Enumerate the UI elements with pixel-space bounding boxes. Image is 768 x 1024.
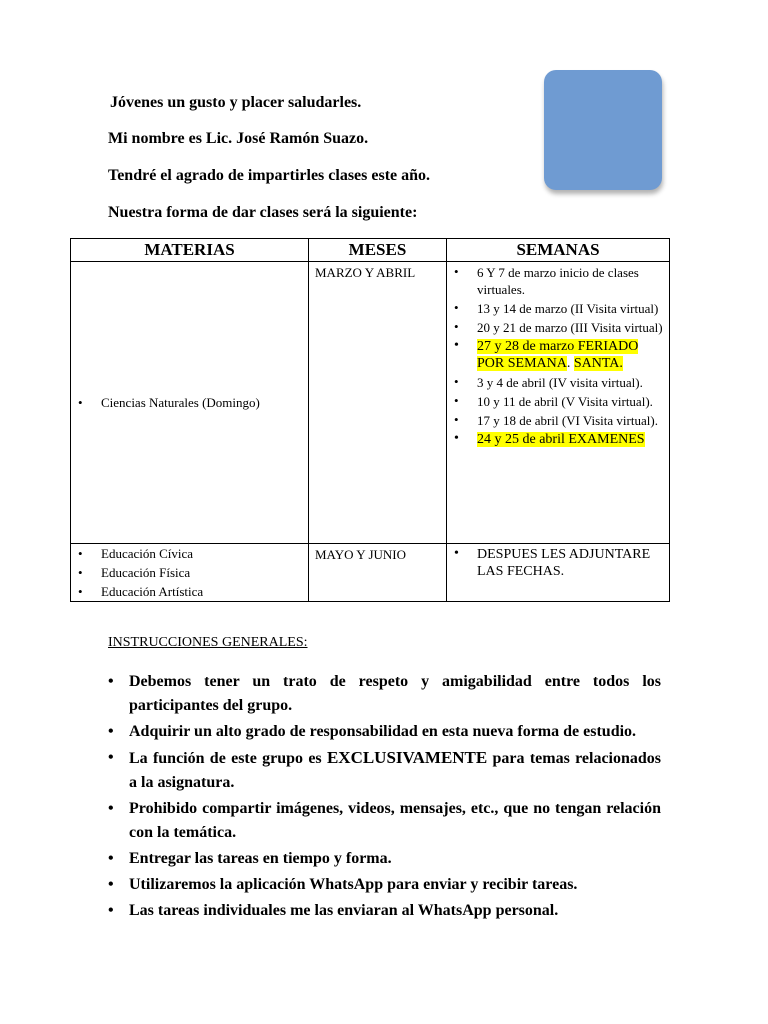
list-item: • Adquirir un alto grado de responsabilidad en esta nueva forma de estudio. bbox=[108, 720, 661, 744]
rule-text: para temas relacionados a la asignatura. bbox=[129, 750, 662, 791]
rule-text: La función de este grupo es bbox=[129, 750, 322, 767]
list-item: • 17 y 18 de abril (VI Visita virtual). bbox=[447, 411, 663, 430]
materias-list bbox=[71, 544, 308, 601]
semanas-cell bbox=[447, 544, 670, 602]
highlighted-text: 24 y 25 de abril EXAMENES bbox=[477, 432, 645, 447]
list-item: • Debemos tener un trato de respeto y amigabilidad entre todos los participantes del grupo. bbox=[108, 670, 661, 718]
emphasis-text: EXCLUSIVAMENTE bbox=[326, 748, 488, 767]
list-item: • DESPUES LES ADJUNTARE LAS FECHAS. bbox=[447, 545, 663, 581]
list-item: • Educación Cívica bbox=[71, 544, 308, 563]
instructions-title: INSTRUCCIONES GENERALES: bbox=[108, 635, 308, 650]
table-row bbox=[71, 262, 670, 544]
semanas-list bbox=[447, 544, 669, 581]
list-item: • Las tareas individuales me las enviaran al WhatsApp personal. bbox=[108, 899, 661, 923]
list-item: • 3 y 4 de abril (IV visita virtual). bbox=[447, 373, 663, 392]
list-item: • Ciencias Naturales (Domingo) bbox=[71, 393, 308, 412]
blue-rounded-box bbox=[544, 70, 662, 190]
list-item: • Entregar las tareas en tiempo y forma. bbox=[108, 847, 661, 871]
list-item: • Utilizaremos la aplicación WhatsApp para enviar y recibir tareas. bbox=[108, 873, 661, 897]
list-item: • 27 y 28 de marzo FERIADO POR SEMANA. SANTA. bbox=[447, 337, 663, 373]
meses-cell bbox=[309, 262, 447, 544]
materias-list bbox=[71, 393, 308, 412]
instructions-list bbox=[108, 670, 661, 925]
schedule-table bbox=[70, 238, 670, 602]
list-item: • Prohibido compartir imágenes, videos, mensajes, etc., que no tengan relación con la temática. bbox=[108, 797, 661, 845]
list-item bbox=[108, 746, 661, 795]
highlighted-text: SANTA. bbox=[573, 356, 623, 371]
greeting-line: Jóvenes un gusto y placer saludarles. bbox=[110, 94, 362, 111]
list-item: • Educación Física bbox=[71, 563, 308, 582]
list-item: • Educación Artística bbox=[71, 582, 308, 601]
header-materias: MATERIAS bbox=[71, 239, 309, 262]
method-line: Nuestra forma de dar clases será la siguiente: bbox=[108, 204, 418, 221]
semanas-cell bbox=[447, 262, 670, 544]
table-row bbox=[71, 544, 670, 602]
list-item: • 20 y 21 de marzo (III Visita virtual) bbox=[447, 318, 663, 337]
list-item: • 6 Y 7 de marzo inicio de clases virtuales. bbox=[447, 263, 663, 299]
table-header-row bbox=[71, 239, 670, 262]
purpose-line: Tendré el agrado de impartirles clases este año. bbox=[108, 167, 431, 184]
materias-cell bbox=[71, 262, 309, 544]
list-item bbox=[447, 430, 663, 449]
materias-cell bbox=[71, 544, 309, 602]
meses-text: MARZO Y ABRIL bbox=[315, 265, 416, 280]
list-item: • 13 y 14 de marzo (II Visita virtual) bbox=[447, 299, 663, 318]
highlighted-text: 27 y 28 de marzo FERIADO POR SEMANA bbox=[477, 339, 639, 371]
meses-text: MAYO Y JUNIO bbox=[315, 547, 407, 562]
meses-cell bbox=[309, 544, 447, 602]
semanas-list bbox=[447, 262, 669, 449]
header-meses: MESES bbox=[309, 239, 447, 262]
list-item: • 10 y 11 de abril (V Visita virtual). bbox=[447, 392, 663, 411]
header-semanas: SEMANAS bbox=[447, 239, 670, 262]
name-line: Mi nombre es Lic. José Ramón Suazo. bbox=[108, 130, 369, 147]
